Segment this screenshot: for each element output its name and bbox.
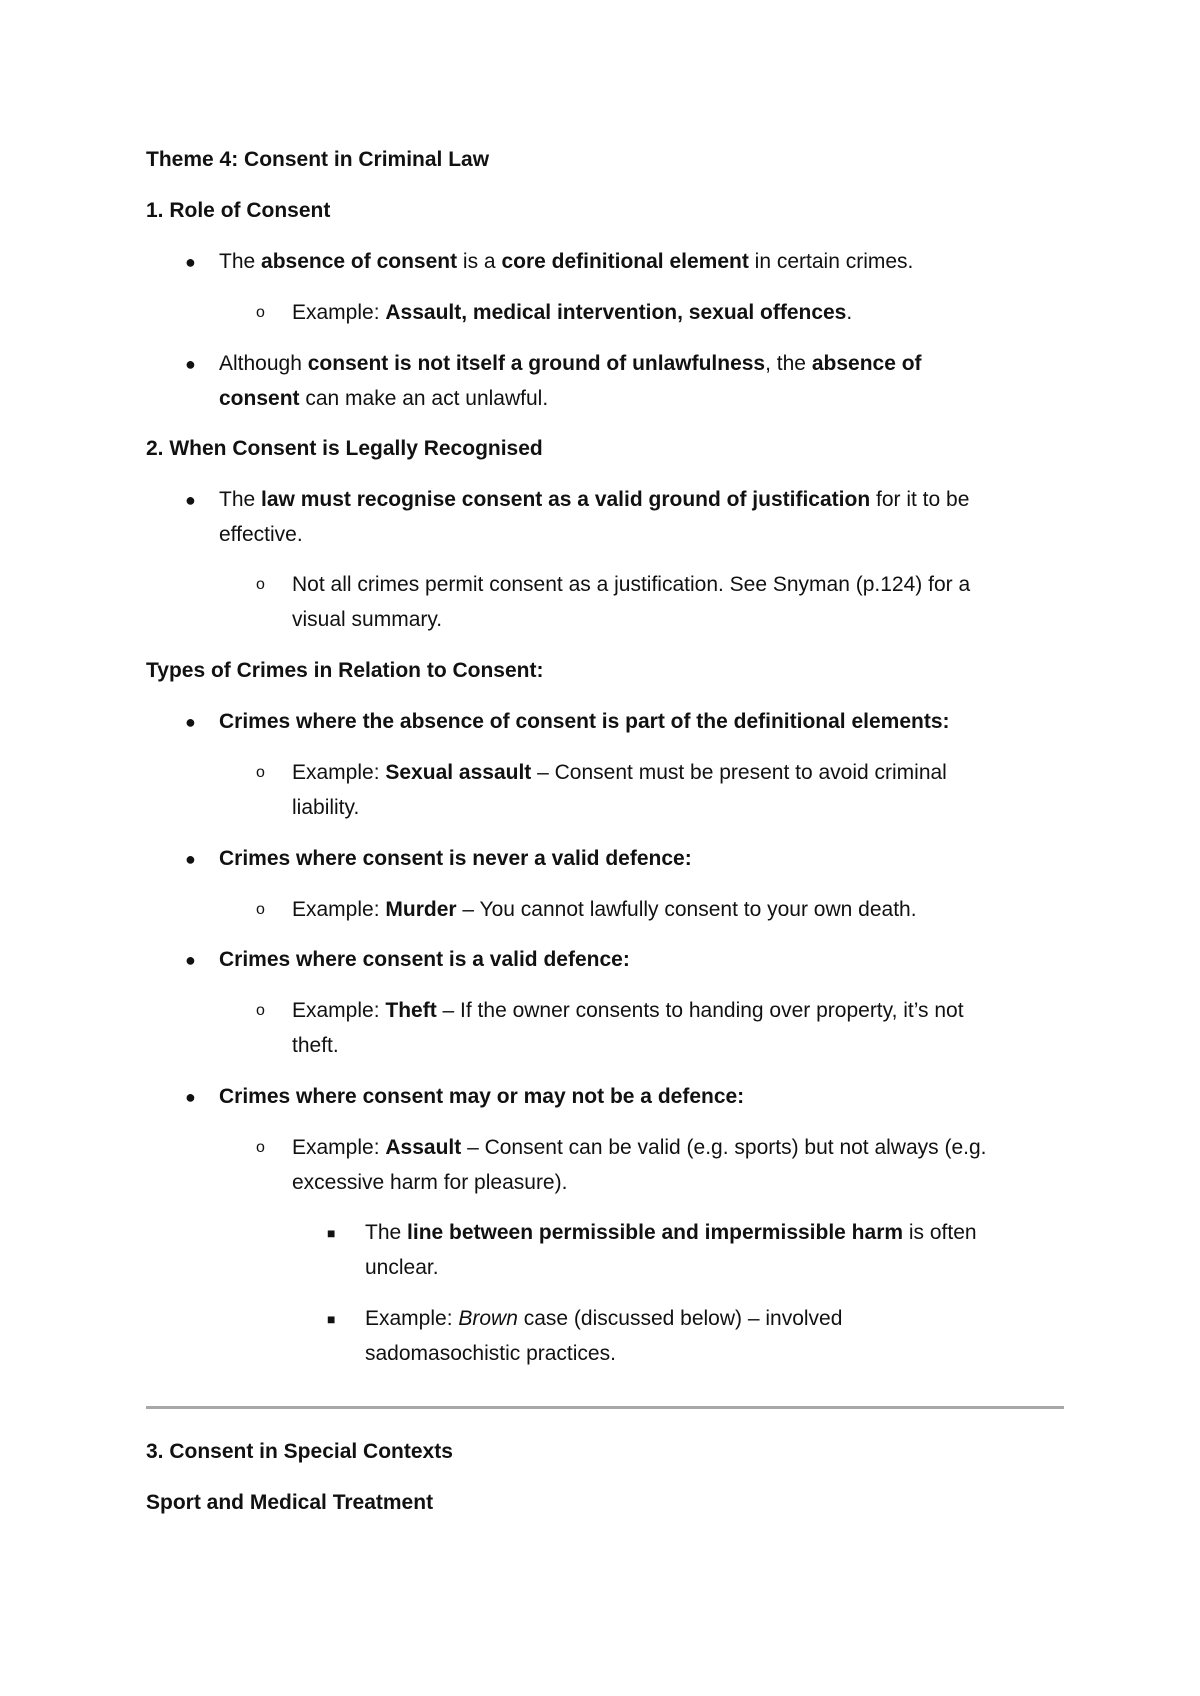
paragraph: Example: Murder – You cannot lawfully consent to your own death. xyxy=(292,898,917,921)
bullet-icon: ● xyxy=(185,1087,196,1107)
paragraph: Example: Assault, medical intervention, sexual offences. xyxy=(292,301,853,324)
square-bullet-icon: ■ xyxy=(327,1311,336,1327)
paragraph: The line between permissible and impermissible harm is often xyxy=(365,1221,977,1244)
crime-type-heading: Crimes where consent is never a valid defence: xyxy=(219,847,692,870)
paragraph: Example: Assault – Consent can be valid (e.g. sports) but not always (e.g. xyxy=(292,1136,987,1159)
paragraph: consent can make an act unlawful. xyxy=(219,387,549,410)
bullet-icon: ● xyxy=(185,354,196,374)
circle-bullet-icon: o xyxy=(256,1139,265,1156)
square-bullet-icon: ■ xyxy=(327,1225,336,1241)
circle-bullet-icon: o xyxy=(256,1002,265,1019)
circle-bullet-icon: o xyxy=(256,901,265,918)
paragraph: effective. xyxy=(219,523,303,546)
paragraph: theft. xyxy=(292,1034,339,1057)
bullet-icon: ● xyxy=(185,490,196,510)
circle-bullet-icon: o xyxy=(256,576,265,593)
bullet-icon: ● xyxy=(185,252,196,272)
bullet-icon: ● xyxy=(185,849,196,869)
crime-type-heading: Crimes where consent is a valid defence: xyxy=(219,948,630,971)
paragraph: unclear. xyxy=(365,1256,439,1279)
paragraph: Example: Theft – If the owner consents to handing over property, it’s not xyxy=(292,999,964,1022)
circle-bullet-icon: o xyxy=(256,304,265,321)
crime-type-heading: Crimes where the absence of consent is part of the definitional elements: xyxy=(219,710,950,733)
paragraph: Example: Brown case (discussed below) – involved xyxy=(365,1307,843,1330)
paragraph: liability. xyxy=(292,796,360,819)
circle-bullet-icon: o xyxy=(256,764,265,781)
document-title: Theme 4: Consent in Criminal Law xyxy=(146,148,490,171)
section-heading-role-of-consent: 1. Role of Consent xyxy=(146,199,331,222)
horizontal-divider xyxy=(146,1406,1064,1409)
paragraph: sadomasochistic practices. xyxy=(365,1342,616,1365)
paragraph: visual summary. xyxy=(292,608,443,631)
section-heading-legally-recognised: 2. When Consent is Legally Recognised xyxy=(146,437,543,460)
bullet-icon: ● xyxy=(185,950,196,970)
crime-type-heading: Crimes where consent may or may not be a defence: xyxy=(219,1085,745,1108)
bullet-icon: ● xyxy=(185,712,196,732)
paragraph: The law must recognise consent as a valid ground of justification for it to be xyxy=(219,488,970,511)
paragraph: The absence of consent is a core definitional element in certain crimes. xyxy=(219,250,914,273)
section-heading-special-contexts: 3. Consent in Special Contexts xyxy=(146,1440,453,1463)
subsection-heading-sport-medical: Sport and Medical Treatment xyxy=(146,1491,434,1514)
paragraph: Not all crimes permit consent as a justification. See Snyman (p.124) for a xyxy=(292,573,971,596)
paragraph: Although consent is not itself a ground of unlawfulness, the absence of xyxy=(219,352,922,375)
paragraph: excessive harm for pleasure). xyxy=(292,1171,568,1194)
paragraph: Example: Sexual assault – Consent must be present to avoid criminal xyxy=(292,761,947,784)
section-heading-types: Types of Crimes in Relation to Consent: xyxy=(146,659,544,682)
